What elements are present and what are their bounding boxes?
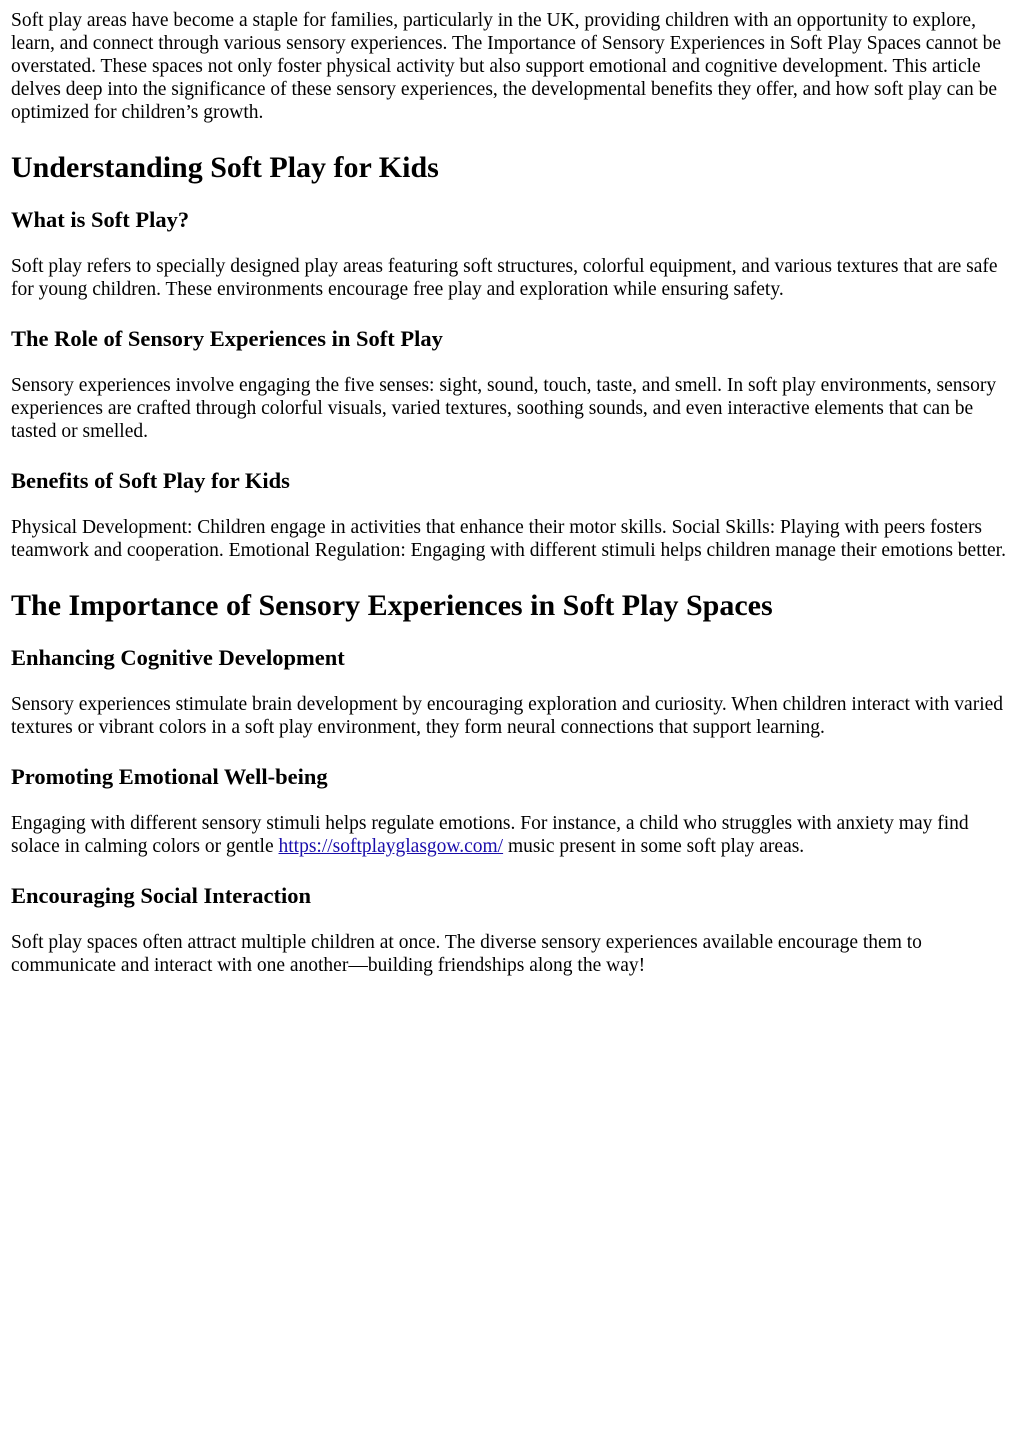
paragraph-social: Soft play spaces often attract multiple children at once. The diverse sensory experiences available encourage them to communicate and interact with one another—building friendships along the way! [11, 932, 922, 976]
section-heading-importance: The Importance of Sensory Experiences in Soft Play Spaces [11, 589, 773, 622]
paragraph-what-is-soft-play: Soft play refers to specially designed play areas featuring soft structures, colorful equipment, and various textures that are safe for young children. These environments encourage free play and exploration while ensuring safety. [11, 256, 998, 300]
paragraph-role-of-sensory: Sensory experiences involve engaging the five senses: sight, sound, touch, taste, and smell. In soft play environments, sensory experiences are crafted through colorful visuals, varied textures, soothing sounds, and even interactive elements that can be tasted or smelled. [11, 375, 997, 442]
subheading-emotional: Promoting Emotional Well-being [11, 764, 328, 789]
subheading-what-is-soft-play: What is Soft Play? [11, 207, 190, 232]
softplayglasgow-link[interactable]: https://softplayglasgow.com/ [278, 836, 504, 857]
subheading-benefits: Benefits of Soft Play for Kids [11, 468, 290, 493]
paragraph-cognitive: Sensory experiences stimulate brain development by encouraging exploration and curiosity. When children interact with varied textures or vibrant colors in a soft play environment, they form neural connections that support learning. [11, 694, 1004, 738]
intro-paragraph: Soft play areas have become a staple for families, particularly in the UK, providing children with an opportunity to explore, learn, and connect through various sensory experiences. The Importance of Sensory Experiences in Soft Play Spaces cannot be overstated. These spaces not only foster physical activity but also support emotional and cognitive development. This article delves deep into the significance of these sensory experiences, the developmental benefits they offer, and how soft play can be optimized for children’s growth. [11, 10, 1002, 123]
section-heading-understanding: Understanding Soft Play for Kids [11, 151, 439, 184]
paragraph-emotional-text-after: music present in some soft play areas. [503, 836, 805, 857]
subheading-social: Encouraging Social Interaction [11, 883, 312, 908]
paragraph-benefits: Physical Development: Children engage in activities that enhance their motor skills. Social Skills: Playing with peers fosters teamwork and cooperation. Emotional Regulation: Engaging with different stimuli helps children manage their emotions better. [11, 517, 1006, 561]
subheading-cognitive: Enhancing Cognitive Development [11, 645, 345, 670]
paragraph-emotional-text-before: Engaging with different sensory stimuli helps regulate emotions. For instance, a child who struggles with anxiety may find solace in calming colors or gentle [11, 813, 969, 857]
subheading-role-of-sensory: The Role of Sensory Experiences in Soft Play [11, 326, 443, 351]
paragraph-emotional [11, 812, 1014, 858]
